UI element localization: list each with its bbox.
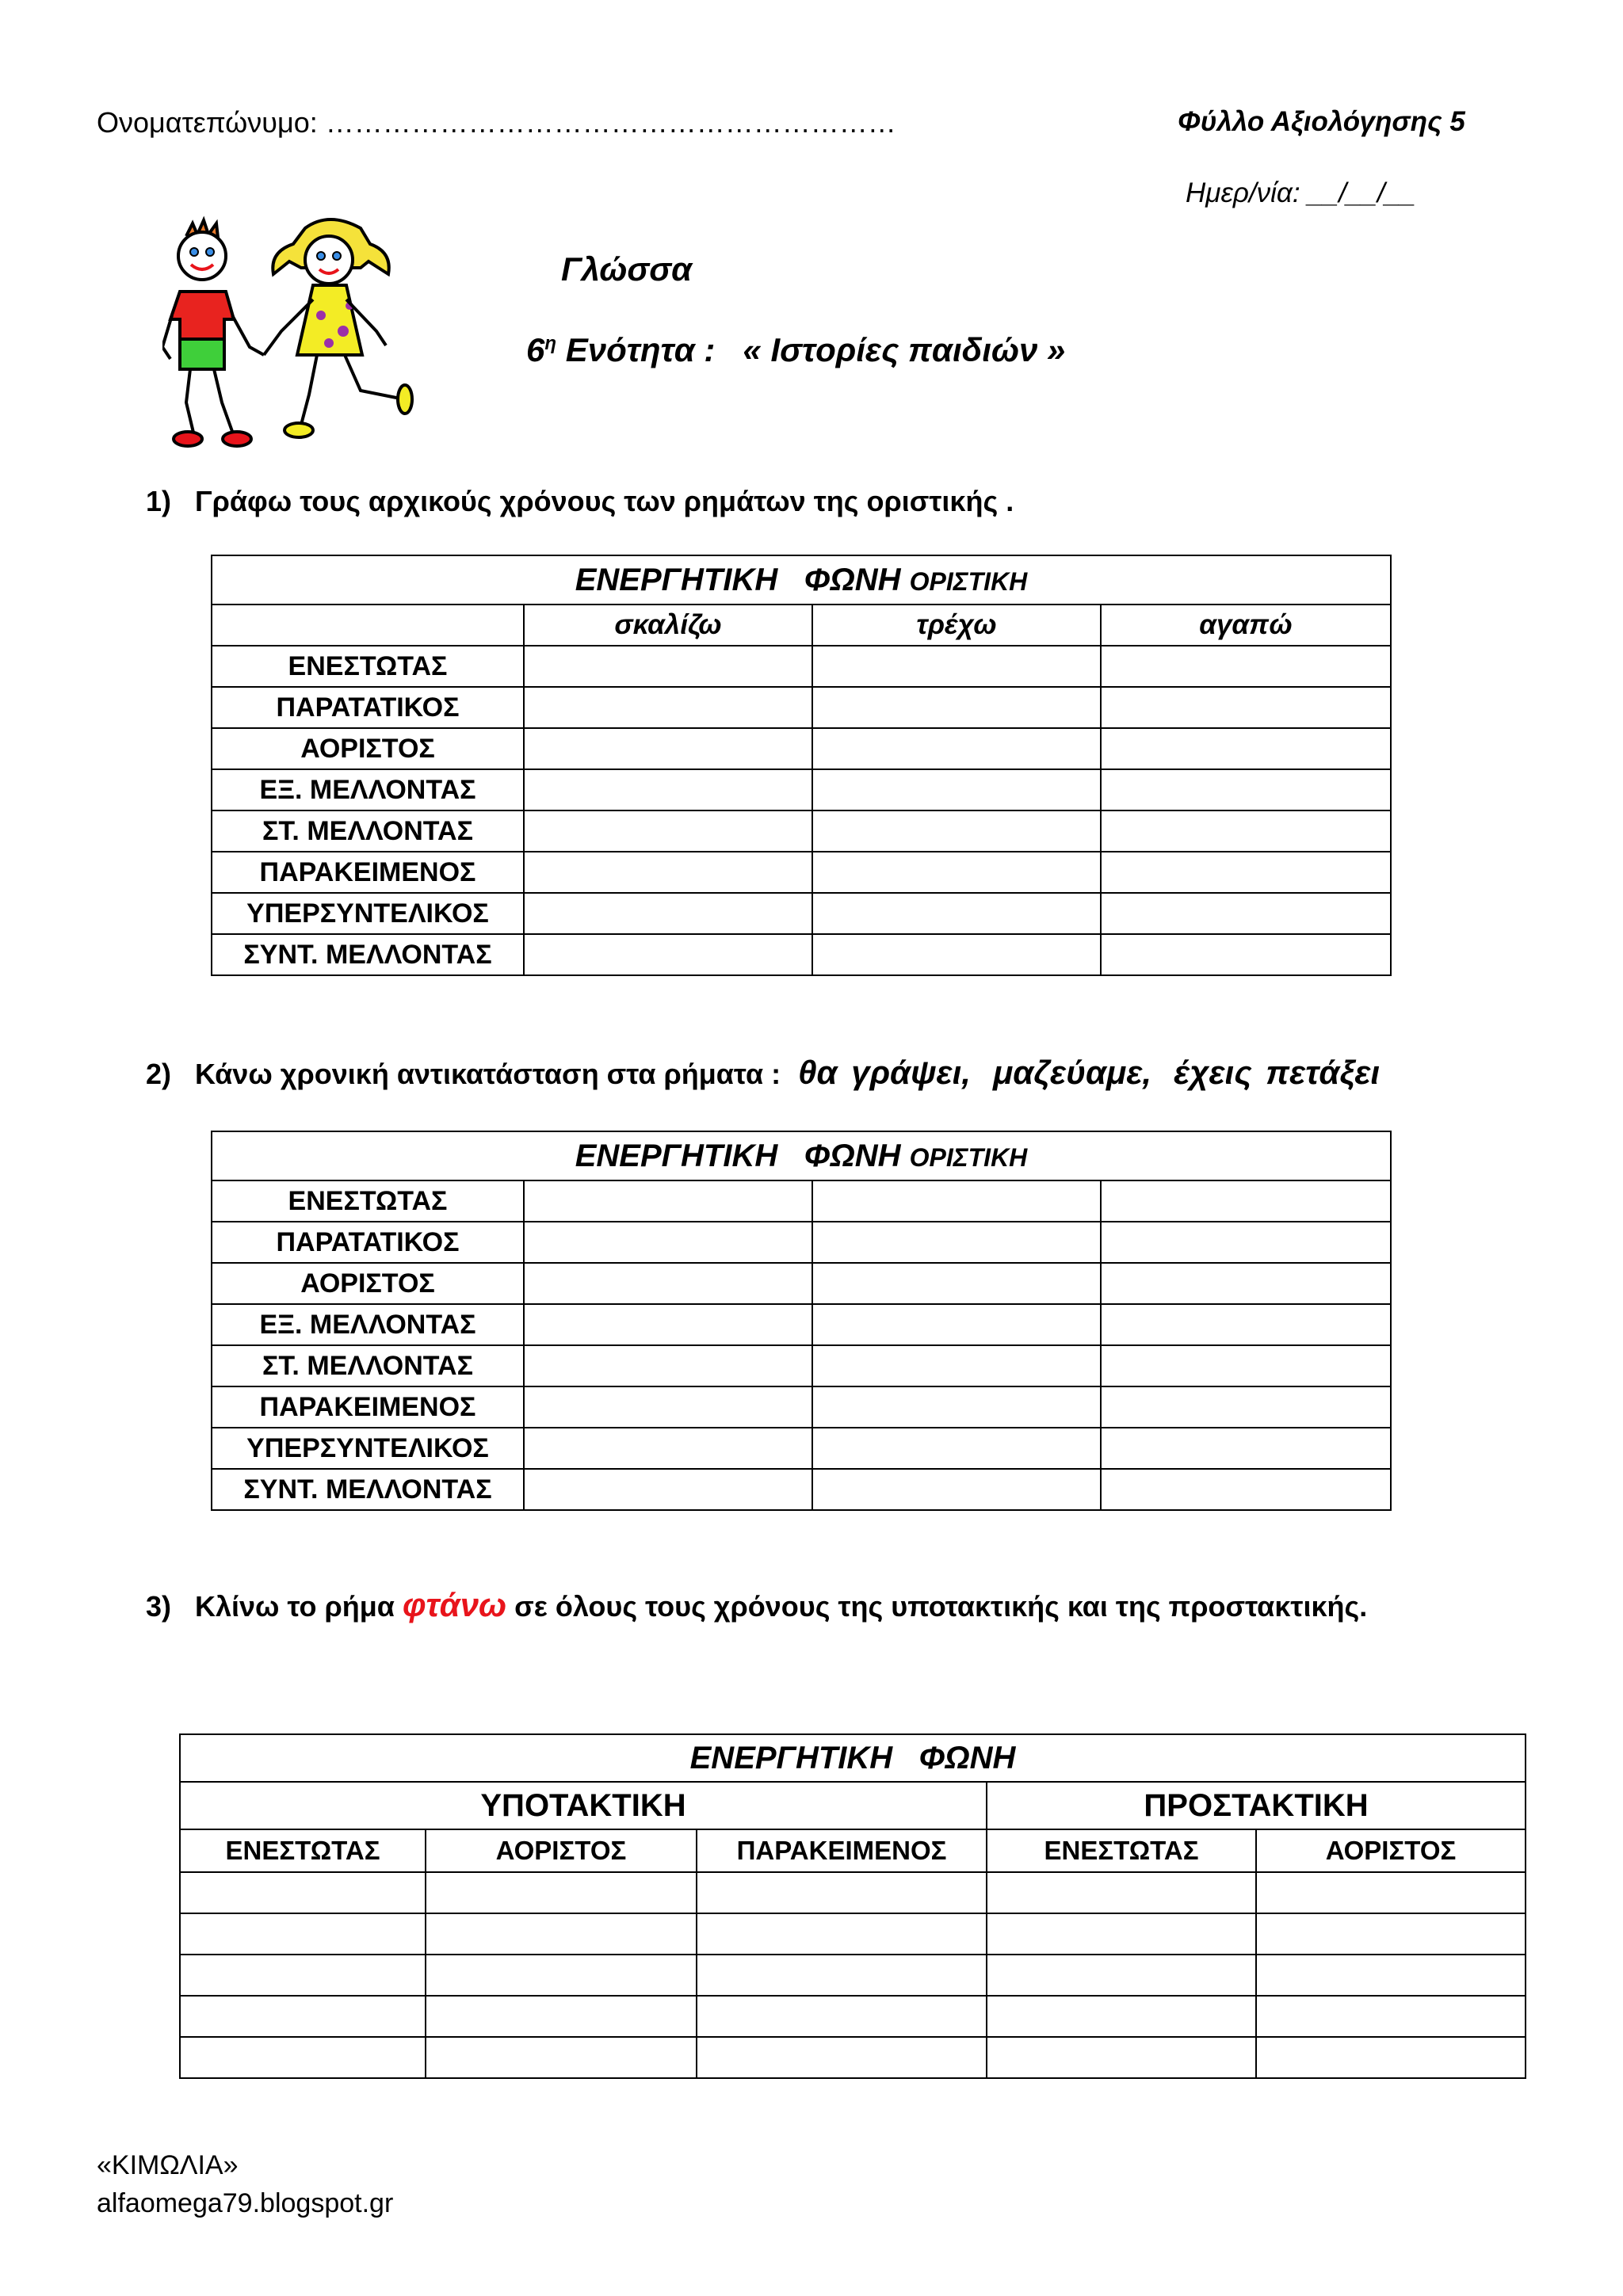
answer-cell[interactable] xyxy=(812,1469,1101,1510)
tense-label: ΥΠΕΡΣΥΝΤΕΛΙΚΟΣ xyxy=(212,893,524,934)
answer-cell[interactable] xyxy=(524,646,812,687)
table2-body xyxy=(212,1180,1391,1510)
question-2-text: Κάνω χρονική αντικατάσταση στα ρήματα : xyxy=(195,1058,781,1090)
table-row xyxy=(212,687,1391,728)
answer-cell[interactable] xyxy=(524,810,812,852)
verb-to-convert: θα γράψει, xyxy=(798,1054,971,1091)
table1-title-voice: ΕΝΕΡΓΗΤΙΚΗ ΦΩΝΗ xyxy=(575,562,901,597)
table-row xyxy=(212,852,1391,893)
answer-cell[interactable] xyxy=(524,1345,812,1386)
table3-column-header: ΑΟΡΙΣΤΟΣ xyxy=(426,1829,697,1872)
answer-cell[interactable] xyxy=(426,1955,697,1996)
answer-cell[interactable] xyxy=(697,2037,987,2078)
answer-cell[interactable] xyxy=(812,893,1101,934)
answer-cell[interactable] xyxy=(180,1872,426,1913)
tense-label: ΣΤ. ΜΕΛΛΟΝΤΑΣ xyxy=(212,810,524,852)
answer-cell[interactable] xyxy=(1101,1345,1391,1386)
answer-cell[interactable] xyxy=(987,1996,1256,2037)
answer-cell[interactable] xyxy=(1256,1913,1526,1955)
answer-cell[interactable] xyxy=(1101,728,1391,769)
answer-cell[interactable] xyxy=(1101,1222,1391,1263)
table2-title-mood: ΟΡΙΣΤΙΚΗ xyxy=(909,1142,1028,1172)
answer-cell[interactable] xyxy=(524,769,812,810)
name-field-label: Ονοματεπώνυμο: …………………………………………………… xyxy=(97,106,896,139)
answer-cell[interactable] xyxy=(812,810,1101,852)
tense-label: ΑΟΡΙΣΤΟΣ xyxy=(212,1263,524,1304)
kids-holding-hands-illustration xyxy=(162,212,456,450)
table-row xyxy=(212,646,1391,687)
tense-label: ΣΥΝΤ. ΜΕΛΛΟΝΤΑΣ xyxy=(212,1469,524,1510)
answer-cell[interactable] xyxy=(1256,2037,1526,2078)
answer-cell[interactable] xyxy=(812,1263,1101,1304)
answer-cell[interactable] xyxy=(426,1996,697,2037)
answer-cell[interactable] xyxy=(1256,1872,1526,1913)
table-row xyxy=(180,1872,1526,1913)
table2-title xyxy=(212,1131,1391,1180)
table-row xyxy=(212,934,1391,975)
answer-cell[interactable] xyxy=(812,852,1101,893)
answer-cell[interactable] xyxy=(1101,687,1391,728)
tense-label: ΠΑΡΑΚΕΙΜΕΝΟΣ xyxy=(212,1386,524,1428)
answer-cell[interactable] xyxy=(524,1222,812,1263)
question-3-number: 3) xyxy=(146,1590,172,1623)
answer-cell[interactable] xyxy=(1256,1996,1526,2037)
tense-label: ΕΞ. ΜΕΛΛΟΝΤΑΣ xyxy=(212,769,524,810)
answer-cell[interactable] xyxy=(524,1386,812,1428)
answer-cell[interactable] xyxy=(524,934,812,975)
table-row xyxy=(212,1180,1391,1222)
table-row xyxy=(180,1955,1526,1996)
answer-cell[interactable] xyxy=(180,1913,426,1955)
tense-label: ΠΑΡΑΤΑΤΙΚΟΣ xyxy=(212,1222,524,1263)
table2-title-voice: ΕΝΕΡΓΗΤΙΚΗ ΦΩΝΗ xyxy=(575,1138,901,1173)
table1-title xyxy=(212,555,1391,605)
answer-cell[interactable] xyxy=(426,2037,697,2078)
question-2 xyxy=(146,1054,1402,1092)
answer-cell[interactable] xyxy=(812,769,1101,810)
answer-cell[interactable] xyxy=(697,1913,987,1955)
unit-number-suffix: η xyxy=(544,333,557,354)
table3-column-header: ΕΝΕΣΤΩΤΑΣ xyxy=(180,1829,426,1872)
footer-brand: «ΚΙΜΩΛΙΑ» xyxy=(97,2150,239,2180)
answer-cell[interactable] xyxy=(524,1263,812,1304)
table-row xyxy=(212,1428,1391,1469)
answer-cell[interactable] xyxy=(1101,1304,1391,1345)
verb-to-convert: έχεις πετάξει xyxy=(1174,1054,1381,1091)
tense-label: ΕΝΕΣΤΩΤΑΣ xyxy=(212,646,524,687)
answer-cell[interactable] xyxy=(524,1469,812,1510)
answer-cell[interactable] xyxy=(426,1913,697,1955)
answer-cell[interactable] xyxy=(812,1345,1101,1386)
table1-title-mood: ΟΡΙΣΤΙΚΗ xyxy=(909,566,1028,596)
unit-title xyxy=(526,331,1065,369)
table3-title: ΕΝΕΡΓΗΤΙΚΗ ΦΩΝΗ xyxy=(180,1734,1526,1782)
question-2-number: 2) xyxy=(146,1058,172,1090)
table-row xyxy=(212,1386,1391,1428)
imperative-header: ΠΡΟΣΤΑΚΤΙΚΗ xyxy=(987,1782,1526,1829)
table-row xyxy=(212,1222,1391,1263)
answer-cell[interactable] xyxy=(812,934,1101,975)
answer-cell[interactable] xyxy=(987,2037,1256,2078)
answer-cell[interactable] xyxy=(1101,1180,1391,1222)
table1-verb-header: αγαπώ xyxy=(1101,605,1391,646)
answer-cell[interactable] xyxy=(524,1180,812,1222)
indicative-tenses-table xyxy=(211,555,1392,976)
tense-label: ΠΑΡΑΚΕΙΜΕΝΟΣ xyxy=(212,852,524,893)
table-row xyxy=(212,1469,1391,1510)
answer-cell[interactable] xyxy=(1101,1428,1391,1469)
answer-cell[interactable] xyxy=(987,1955,1256,1996)
answer-cell[interactable] xyxy=(1101,893,1391,934)
question-1-text: Γράφω τους αρχικούς χρόνους των ρημάτων της οριστικής . xyxy=(195,485,1014,517)
answer-cell[interactable] xyxy=(1101,852,1391,893)
question-3 xyxy=(146,1586,1367,1624)
answer-cell[interactable] xyxy=(524,1304,812,1345)
answer-cell[interactable] xyxy=(1101,1386,1391,1428)
subjunctive-header: ΥΠΟΤΑΚΤΙΚΗ xyxy=(180,1782,987,1829)
table-row xyxy=(212,728,1391,769)
question-3-text-before: Κλίνω το ρήμα xyxy=(195,1590,403,1623)
answer-cell[interactable] xyxy=(987,1872,1256,1913)
tense-label: ΠΑΡΑΤΑΤΙΚΟΣ xyxy=(212,687,524,728)
tense-label: ΣΥΝΤ. ΜΕΛΛΟΝΤΑΣ xyxy=(212,934,524,975)
unit-name: Ενότητα : « Ιστορίες παιδιών » xyxy=(556,331,1066,368)
answer-cell[interactable] xyxy=(180,2037,426,2078)
answer-cell[interactable] xyxy=(812,1222,1101,1263)
table-row xyxy=(180,1913,1526,1955)
answer-cell[interactable] xyxy=(426,1872,697,1913)
answer-cell[interactable] xyxy=(812,687,1101,728)
answer-cell[interactable] xyxy=(1101,934,1391,975)
answer-cell[interactable] xyxy=(524,893,812,934)
unit-number: 6 xyxy=(526,331,545,368)
answer-cell[interactable] xyxy=(812,1304,1101,1345)
subjunctive-imperative-table xyxy=(179,1733,1526,2079)
table3-column-header: ΕΝΕΣΤΩΤΑΣ xyxy=(987,1829,1256,1872)
table3-column-header: ΑΟΡΙΣΤΟΣ xyxy=(1256,1829,1526,1872)
tense-label: ΣΤ. ΜΕΛΛΟΝΤΑΣ xyxy=(212,1345,524,1386)
verb-to-convert: μαζεύαμε, xyxy=(992,1054,1152,1091)
question-2-verbs xyxy=(798,1054,1402,1091)
table-row xyxy=(212,1263,1391,1304)
answer-cell[interactable] xyxy=(524,852,812,893)
answer-cell[interactable] xyxy=(697,1955,987,1996)
table3-column-header: ΠΑΡΑΚΕΙΜΕΝΟΣ xyxy=(697,1829,987,1872)
answer-cell[interactable] xyxy=(1101,1263,1391,1304)
table-row xyxy=(180,2037,1526,2078)
answer-cell[interactable] xyxy=(812,1428,1101,1469)
table-row xyxy=(212,810,1391,852)
table1-verb-header: τρέχω xyxy=(812,605,1101,646)
question-1-number: 1) xyxy=(146,485,172,517)
answer-cell[interactable] xyxy=(1101,810,1391,852)
table1-body xyxy=(212,646,1391,975)
answer-cell[interactable] xyxy=(524,728,812,769)
answer-cell[interactable] xyxy=(180,1955,426,1996)
tense-substitution-table xyxy=(211,1131,1392,1511)
footer-url[interactable]: alfaomega79.blogspot.gr xyxy=(97,2188,394,2218)
table-row xyxy=(212,769,1391,810)
answer-cell[interactable] xyxy=(697,1872,987,1913)
answer-cell[interactable] xyxy=(1256,1955,1526,1996)
question-1 xyxy=(146,485,1014,518)
table-row xyxy=(212,1345,1391,1386)
answer-cell[interactable] xyxy=(812,728,1101,769)
answer-cell[interactable] xyxy=(1101,769,1391,810)
answer-cell[interactable] xyxy=(987,1913,1256,1955)
tense-label: ΕΝΕΣΤΩΤΑΣ xyxy=(212,1180,524,1222)
table-row xyxy=(212,893,1391,934)
answer-cell[interactable] xyxy=(812,1386,1101,1428)
answer-cell[interactable] xyxy=(812,646,1101,687)
girl-figure xyxy=(264,219,412,437)
answer-cell[interactable] xyxy=(697,1996,987,2037)
boy-figure xyxy=(162,220,264,446)
table1-verb-header: σκαλίζω xyxy=(524,605,812,646)
answer-cell[interactable] xyxy=(524,1428,812,1469)
table-row xyxy=(212,1304,1391,1345)
sheet-title: Φύλλο Αξιολόγησης 5 xyxy=(1178,106,1465,137)
table1-corner-cell xyxy=(212,605,524,646)
table3-body xyxy=(180,1872,1526,2078)
answer-cell[interactable] xyxy=(524,687,812,728)
date-field-label: Ημερ/νία: __/__/__ xyxy=(1186,177,1416,208)
tense-label: ΑΟΡΙΣΤΟΣ xyxy=(212,728,524,769)
answer-cell[interactable] xyxy=(180,1996,426,2037)
tense-label: ΕΞ. ΜΕΛΛΟΝΤΑΣ xyxy=(212,1304,524,1345)
question-3-verb: φτάνω xyxy=(402,1586,507,1623)
answer-cell[interactable] xyxy=(1101,1469,1391,1510)
question-3-text-after: σε όλους τους χρόνους της υποτακτικής και της προστακτικής. xyxy=(506,1590,1368,1623)
answer-cell[interactable] xyxy=(1101,646,1391,687)
subject-title: Γλώσσα xyxy=(561,250,693,288)
tense-label: ΥΠΕΡΣΥΝΤΕΛΙΚΟΣ xyxy=(212,1428,524,1469)
table-row xyxy=(180,1996,1526,2037)
answer-cell[interactable] xyxy=(812,1180,1101,1222)
